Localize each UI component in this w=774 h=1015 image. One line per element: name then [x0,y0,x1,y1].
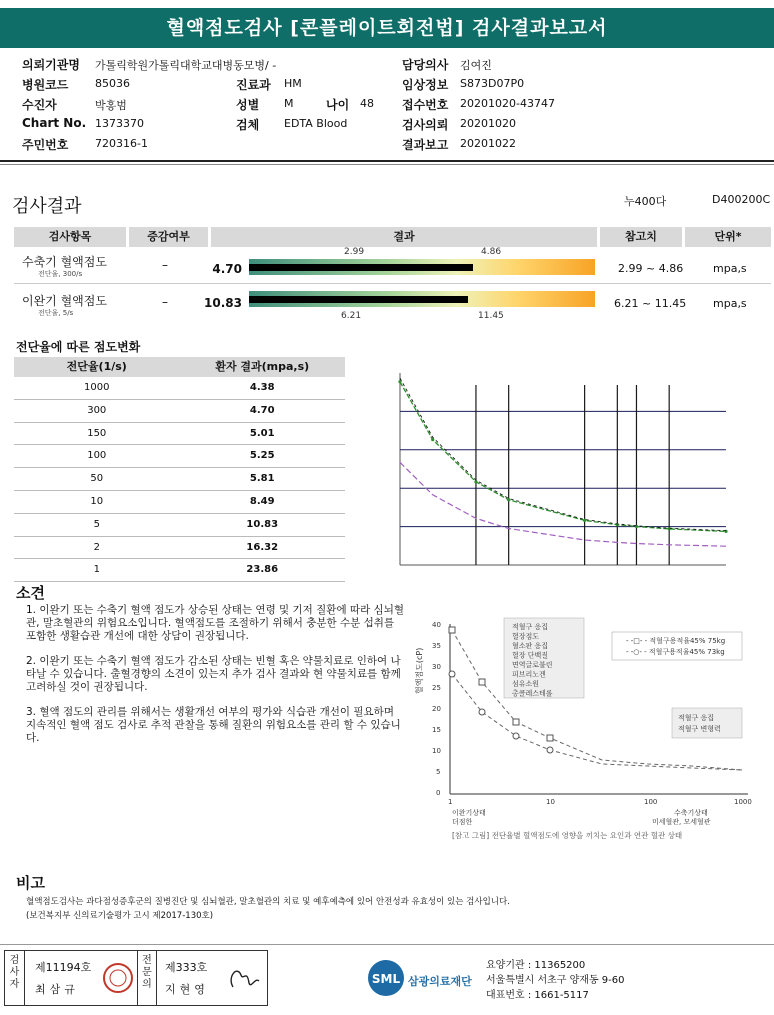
data-point [668,527,671,530]
svg-text:- -□- - 적혈구용적율45% 75kg: - -□- - 적혈구용적율45% 75kg [626,637,726,645]
dept-value: HM [284,77,302,90]
shear-rate: 100 [87,450,107,462]
svg-text:수축기상태: 수축기상태 [674,809,708,817]
data-point [507,498,510,501]
ref-low-tick: 6.21 [341,311,362,321]
patient-viscosity: 4.38 [249,382,275,393]
change-value: – [162,258,168,272]
shear-rate: 150 [87,427,107,439]
hospital-code-value: 85036 [95,77,130,90]
remark-line-2: (보건복지부 신의료기술평가 고시 제2017-130호) [26,911,214,921]
specimen-label: 검체 [236,118,260,132]
patient-viscosity: 5.81 [249,473,275,485]
svg-text:10: 10 [546,798,555,806]
header-change: 증감여부 [129,227,208,247]
ref-high-tick: 4.86 [481,247,502,257]
chart-label: Chart No. [22,116,87,130]
dept-label: 진료과 [236,78,271,92]
age-value: 48 [360,97,374,110]
svg-text:[참고 그림] 전단율별 혈액점도에 영향을 끼치는 요인과: [참고 그림] 전단율별 혈액점도에 영향을 끼치는 요인과 연관 혈관 상태 [452,831,683,840]
exam-code-2: D400200C [712,193,771,206]
patient-viscosity: 10.83 [246,518,279,530]
item-name: 수축기 혈액점도 [22,255,107,269]
lab-code: 요양기관 : 11365200 [486,960,586,971]
svg-text:30: 30 [432,663,441,671]
result-gauge [249,291,595,307]
age-label: 나이 [326,98,350,112]
report-title: 혈액점도검사 [콘플레이트회전법] 검사결과보고서 [0,8,774,48]
result-bar [249,264,473,271]
lab-location: 서울특별시 서초구 양재동 9-60 [486,975,625,986]
result-value: 4.70 [212,262,242,276]
svg-text:0: 0 [436,789,441,797]
header-unit: 단위* [685,227,771,247]
receipt-value: 20201020-43747 [460,97,555,110]
opinion-body [26,604,406,757]
svg-text:15: 15 [432,726,441,734]
factor-item: 혈장 단백질 [512,651,549,660]
specialist-label: 전문의 [137,951,157,1005]
svg-text:20: 20 [432,705,441,713]
opinion-item-1: 1. 이완기 또는 수축기 혈액 점도가 상승된 상태는 연령 및 기저 질환에 따라 심뇌혈관, 말초혈관의 위험요소입니다. 혈액점도를 조절하기 위해서 충분한 수분 섭취를 포함한 생활습관 개선에 대한 상담이 권장됩니다. [26,604,404,642]
shear-row [14,491,345,514]
chart-value: 1373370 [95,117,144,130]
factor-item: 섬유소원 [512,680,540,688]
result-value: 10.83 [204,296,242,310]
svg-text:적혈구 응집: 적혈구 응집 [678,714,715,722]
shear-table [14,357,345,582]
shear-row [14,377,345,400]
shear-title: 전단율에 따른 점도변화 [16,340,141,354]
report-label: 결과보고 [402,138,449,152]
specialist-name: 지현영 [165,983,209,996]
svg-text:1: 1 [448,798,453,806]
reference-lower-curve [400,462,726,546]
doctor-value: 김여진 [460,59,492,72]
shear-col-result: 환자 결과(mpa,s) [215,360,310,373]
signature-box [4,950,268,1006]
header-result: 결과 [211,227,597,247]
svg-text:40: 40 [432,621,441,629]
item-name: 이완기 혈액점도 [22,294,107,308]
ref-low-tick: 2.99 [344,247,365,257]
header-item: 검사항목 [14,227,126,247]
item-sub: 전단율, 300/s [38,270,83,278]
reference-upper-curve [400,378,726,531]
reference-figure [412,612,762,844]
remark-body [26,895,756,923]
patient-value: 박홍범 [95,99,127,112]
factor-item: 면역글로불린 [512,661,553,669]
results-title: 검사결과 [12,196,82,217]
shear-rate: 50 [90,473,104,485]
remark-line-1: 혈액점도검사는 과다점성증후군의 질병진단 및 심뇌혈관, 말초혈관의 치료 및 예후예측에 있어 안전성과 유효성이 있는 검사입니다. [26,897,510,907]
row-divider [14,283,771,284]
ref-high-tick: 11.45 [478,311,504,321]
data-point [431,438,434,441]
factor-item: 적혈구 응집 [512,623,549,631]
header-ref: 참고치 [600,227,682,247]
opinion-item-3: 3. 혈액 점도의 관리를 위해서는 생활개선 여부의 평가와 식습관 개선이 필요하며 지속적인 혈액 점도 검사로 추적 관찰을 통해 질환의 위험요소를 관리 할 수 있습니다. [26,706,401,744]
receipt-label: 접수번호 [402,98,449,112]
opinion-item-2: 2. 이완기 또는 수축기 혈액 점도가 감소된 상태는 빈혈 혹은 약물치료로 인하여 나타날 수 있습니다. 출혈경향의 소견이 있는지 추가 검사 결과와 현 약물치료를 함께 고려하실 것이 권장됩니다. [26,655,401,693]
shear-row [14,400,345,423]
factor-item: 혈소판 응집 [512,642,549,650]
request-label: 검사의뢰 [402,118,449,132]
opinion-title: 소견 [16,584,45,602]
svg-text:35: 35 [432,642,441,650]
shear-row [14,559,345,582]
viscosity-chart [376,365,740,577]
org-value: 가톨릭학원가톨릭대학교대병동모병/ - [95,59,277,72]
svg-text:이완기상태: 이완기상태 [452,809,486,817]
examiner-seal [101,959,135,997]
factor-item: 혈장점도 [512,632,540,641]
examiner-name: 최삼규 [35,983,79,996]
svg-text:25: 25 [432,684,441,692]
factor-item: 피브리노겐 [512,670,546,679]
lab-phone: 대표번호 : 1661-5117 [486,990,589,1001]
divider [0,160,774,162]
divider [0,164,774,165]
patient-viscosity: 8.49 [249,495,275,507]
specialist-number: 제333호 [165,961,208,974]
svg-text:5: 5 [436,768,441,776]
shear-rate: 5 [93,518,100,530]
doctor-label: 담당의사 [402,58,449,72]
svg-text:- -○- - 적혈구용적율45% 73kg: - -○- - 적혈구용적율45% 73kg [626,648,725,656]
ref-range: 6.21 ~ 11.45 [614,297,687,310]
result-bar [249,296,468,303]
specialist-signature [223,959,263,997]
shear-col-rate: 전단율(1/s) [66,360,127,373]
patient-label: 수진자 [22,98,57,112]
svg-text:SML: SML [371,972,401,986]
shear-rate: 2 [93,541,100,553]
patient-viscosity: 23.86 [246,564,279,576]
factor-item: 총콜레스테롤 [512,689,553,698]
sml-logo [366,958,406,998]
hospital-code-label: 병원코드 [22,78,69,92]
ssn-value: 720316-1 [95,137,148,150]
patient-curve [400,382,726,532]
unit: mpa,s [713,297,747,310]
patient-info [0,52,774,162]
sex-label: 성별 [236,98,260,112]
request-value: 20201020 [460,117,516,130]
patient-viscosity: 16.32 [246,541,279,553]
shear-row [14,537,345,560]
shear-rate: 10 [90,495,104,507]
ref-y-label: 혈액점도(cP) [415,647,424,694]
org-label: 의뢰기관명 [22,58,80,72]
ref-range: 2.99 ~ 4.86 [618,262,684,275]
exam-code-1: 누400다 [624,195,667,208]
patient-viscosity: 4.70 [249,404,275,416]
svg-text:10: 10 [432,747,441,755]
examiner-number: 제11194호 [35,961,92,974]
sex-value: M [284,97,294,110]
patient-viscosity: 5.01 [249,427,275,439]
footer-divider [0,944,774,945]
clinic-value: S873D07P0 [460,77,525,90]
shear-table-header [14,357,345,377]
item-sub: 전단율, 5/s [38,309,74,317]
examiner-label: 검사자 [5,951,25,1005]
shear-row [14,468,345,491]
report-value: 20201022 [460,137,516,150]
shear-rate: 1 [93,564,100,576]
result-gauge [249,259,595,275]
unit: mpa,s [713,262,747,275]
svg-text:100: 100 [644,798,658,806]
svg-text:적혈구 변형력: 적혈구 변형력 [678,725,721,733]
data-point [583,519,586,522]
lab-org-name: 삼광의료재단 [408,975,472,988]
data-point [474,480,477,483]
shear-rate: 300 [87,404,107,416]
clinic-label: 임상정보 [402,78,449,92]
lab-address [486,958,625,1003]
svg-text:1000: 1000 [734,798,752,806]
shear-row [14,445,345,468]
svg-text:더점한: 더점한 [452,818,473,826]
shear-row [14,423,345,446]
svg-text:미세혈관, 모세혈관: 미세혈관, 모세혈관 [652,818,711,826]
shear-rate: 1000 [84,382,110,393]
ssn-label: 주민번호 [22,138,69,152]
patient-viscosity: 5.25 [249,450,275,462]
specimen-value: EDTA Blood [284,117,348,130]
remark-title: 비고 [16,874,45,892]
change-value: – [162,295,168,309]
shear-row [14,514,345,537]
